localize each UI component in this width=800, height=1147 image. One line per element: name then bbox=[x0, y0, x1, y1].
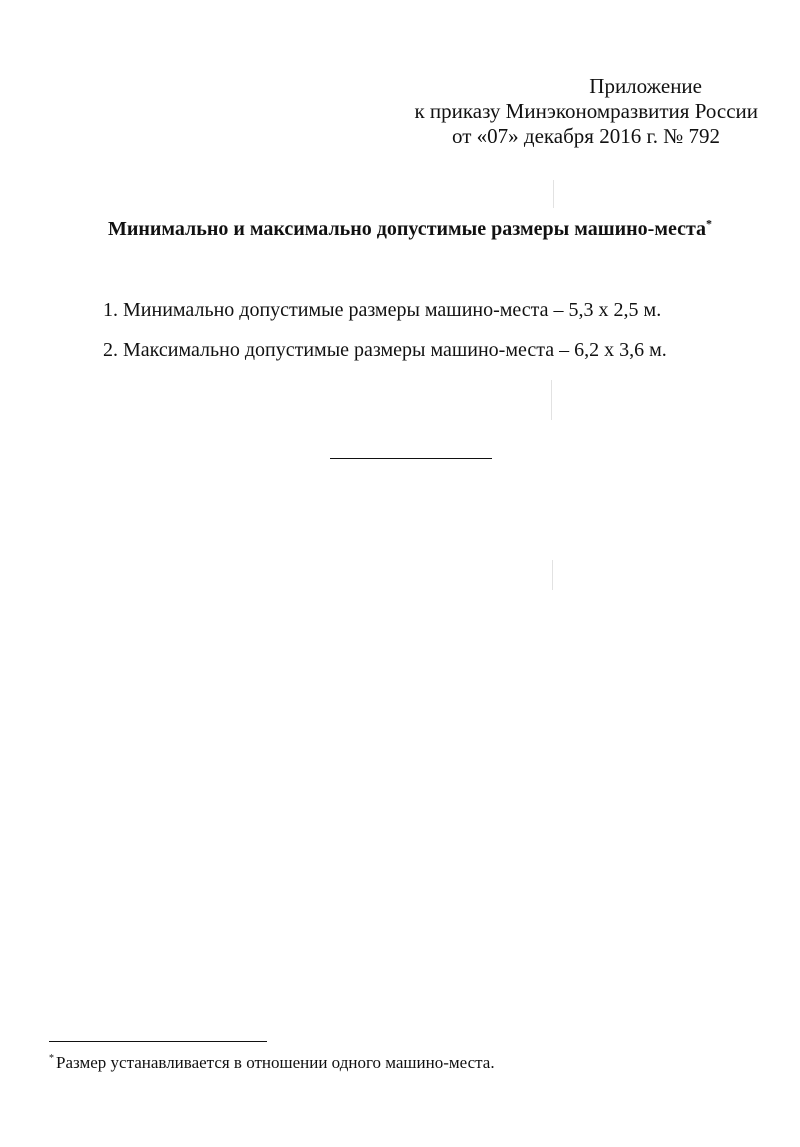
list-item-maximum-size: 2. Максимально допустимые размеры машино-места – 6,2 х 3,6 м. bbox=[103, 339, 667, 361]
annex-order-reference: к приказу Минэкономразвития России bbox=[414, 99, 758, 123]
scan-artifact bbox=[551, 380, 552, 420]
scan-artifact bbox=[552, 560, 553, 590]
footnote bbox=[49, 1052, 749, 1074]
end-separator-line bbox=[330, 458, 492, 459]
footnote-reference-marker: * bbox=[706, 216, 713, 231]
footnote-rule bbox=[49, 1041, 267, 1042]
annex-header bbox=[338, 74, 758, 149]
scan-artifact bbox=[553, 180, 554, 208]
footnote-marker: * bbox=[49, 1053, 54, 1065]
footnote-text: Размер устанавливается в отношении одного машино-места. bbox=[56, 1053, 495, 1072]
document-title-text: Минимально и максимально допустимые размеры машино-места bbox=[107, 218, 707, 240]
document-title bbox=[0, 218, 800, 241]
size-list bbox=[103, 290, 763, 370]
annex-order-date: от «07» декабря 2016 г. № 792 bbox=[452, 124, 720, 148]
list-item-minimum-size: 1. Минимально допустимые размеры машино-места – 5,3 х 2,5 м. bbox=[103, 299, 662, 321]
annex-label: Приложение bbox=[589, 74, 702, 98]
